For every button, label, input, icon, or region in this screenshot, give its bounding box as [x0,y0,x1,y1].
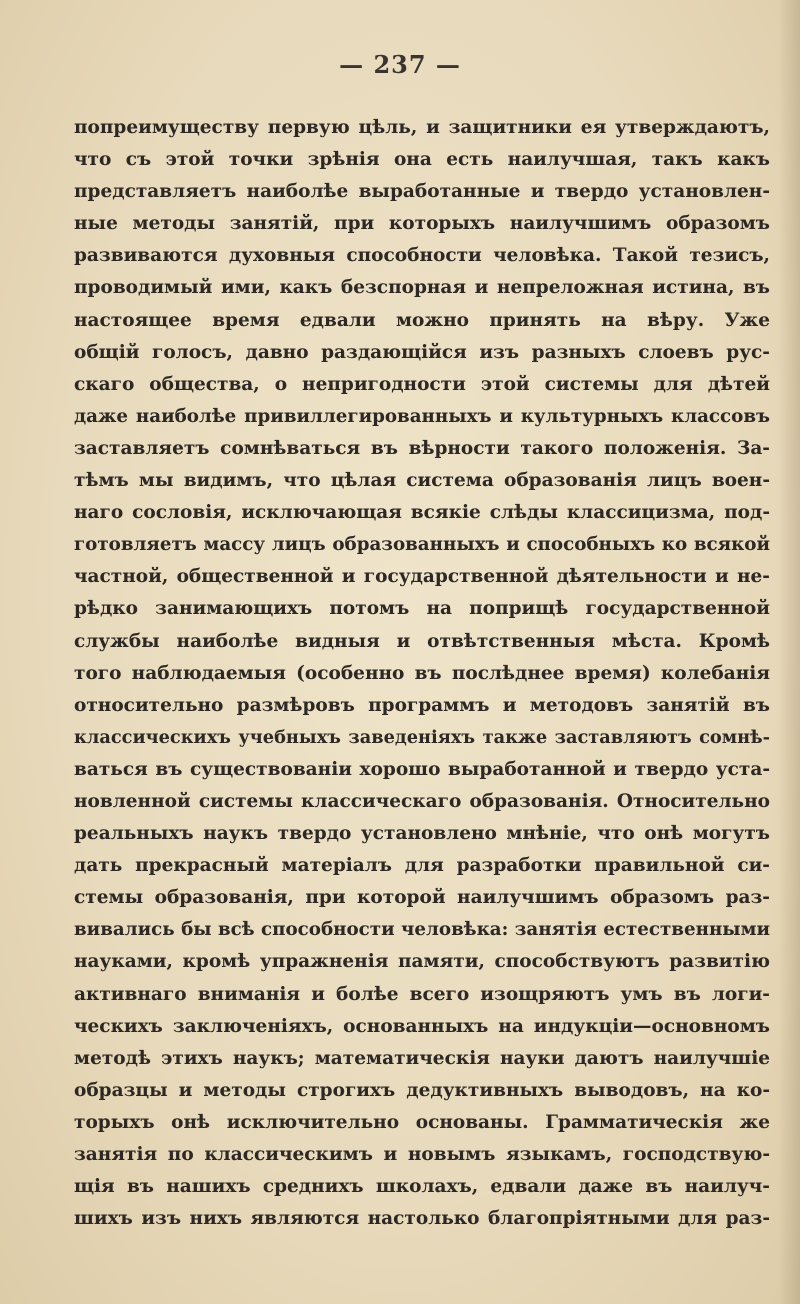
text-line: попреимуществу первую цѣль, и защитники ея утверждаютъ, [74,117,770,138]
page-edge-shadow [778,0,800,1304]
text-line: относительно размѣровъ программъ и методовъ занятій въ [74,694,770,716]
text-line: тѣмъ мы видимъ, что цѣлая система образованія лицъ воен- [74,470,770,492]
text-line: щія въ нашихъ среднихъ школахъ, едвали даже въ наилуч- [74,1176,770,1198]
text-line: дать прекрасный матеріалъ для разработки правильной си- [74,855,770,877]
text-line: реальныхъ наукъ твердо установлено мнѣніе, что онѣ могутъ [74,823,770,845]
text-line: стемы образованія, при которой наилучшимъ образомъ раз- [74,887,770,909]
text-line: классическихъ учебныхъ заведеніяхъ также заставляютъ сомнѣ- [74,726,770,748]
text-line: ные методы занятій, при которыхъ наилучшимъ образомъ [74,213,770,235]
text-line: заставляетъ сомнѣваться въ вѣрности такого положенія. За- [74,437,770,459]
text-line: частной, общественной и государственной дѣятельности и не- [74,566,770,588]
text-line: ческихъ заключеніяхъ, основанныхъ на индукціи—основномъ [74,1015,770,1037]
text-line: рѣдко занимающихъ потомъ на поприщѣ государственной [74,598,770,620]
text-line: даже наиболѣе привиллегированныхъ и культурныхъ классовъ [74,405,770,427]
text-line: того наблюдаемыя (особенно въ послѣднее время) колебанія [74,662,770,684]
text-line: готовляетъ массу лицъ образованныхъ и способныхъ ко всякой [74,534,770,556]
text-line: науками, кромѣ упражненія памяти, способствуютъ развитію [74,951,770,973]
page-number: — 237 — [339,50,461,79]
text-line: методѣ этихъ наукъ; математическія науки даютъ наилучшіе [74,1047,770,1069]
text-line: активнаго вниманія и болѣе всего изощряютъ умъ въ логи- [74,983,770,1005]
text-line: образцы и методы строгихъ дедуктивныхъ выводовъ, на ко- [74,1079,770,1101]
text-line: вивались бы всѣ способности человѣка: занятія естественными [74,919,770,941]
text-line: что съ этой точки зрѣнія она есть наилучшая, такъ какъ [74,149,770,171]
text-line: ваться въ существованіи хорошо выработанной и твердо уста- [74,758,770,780]
text-line: представляетъ наиболѣе выработанные и твердо установлен- [74,181,770,203]
text-line: шихъ изъ нихъ являются настолько благопріятными для раз- [74,1208,770,1230]
text-line: скаго общества, о непригодности этой системы для дѣтей [74,373,770,395]
text-line: службы наиболѣе видныя и отвѣтственныя мѣста. Кромѣ [74,630,770,652]
text-line: занятія по классическимъ и новымъ языкамъ, господствую- [74,1144,770,1165]
text-line: общій голосъ, давно раздающійся изъ разныхъ слоевъ рус- [74,341,770,363]
text-line: проводимый ими, какъ безспорная и непреложная истина, въ [74,277,770,299]
text-line: развиваются духовныя способности человѣка. Такой тезисъ, [74,245,770,267]
text-line: торыхъ онѣ исключительно основаны. Грамматическія же [74,1111,770,1133]
text-line: новленной системы классическаго образованія. Относительно [74,790,770,812]
page-body-text [74,112,770,1235]
text-line: наго сословія, исключающая всякіе слѣды классицизма, под- [74,502,770,524]
text-line: настоящее время едвали можно принять на вѣру. Уже [74,309,770,331]
